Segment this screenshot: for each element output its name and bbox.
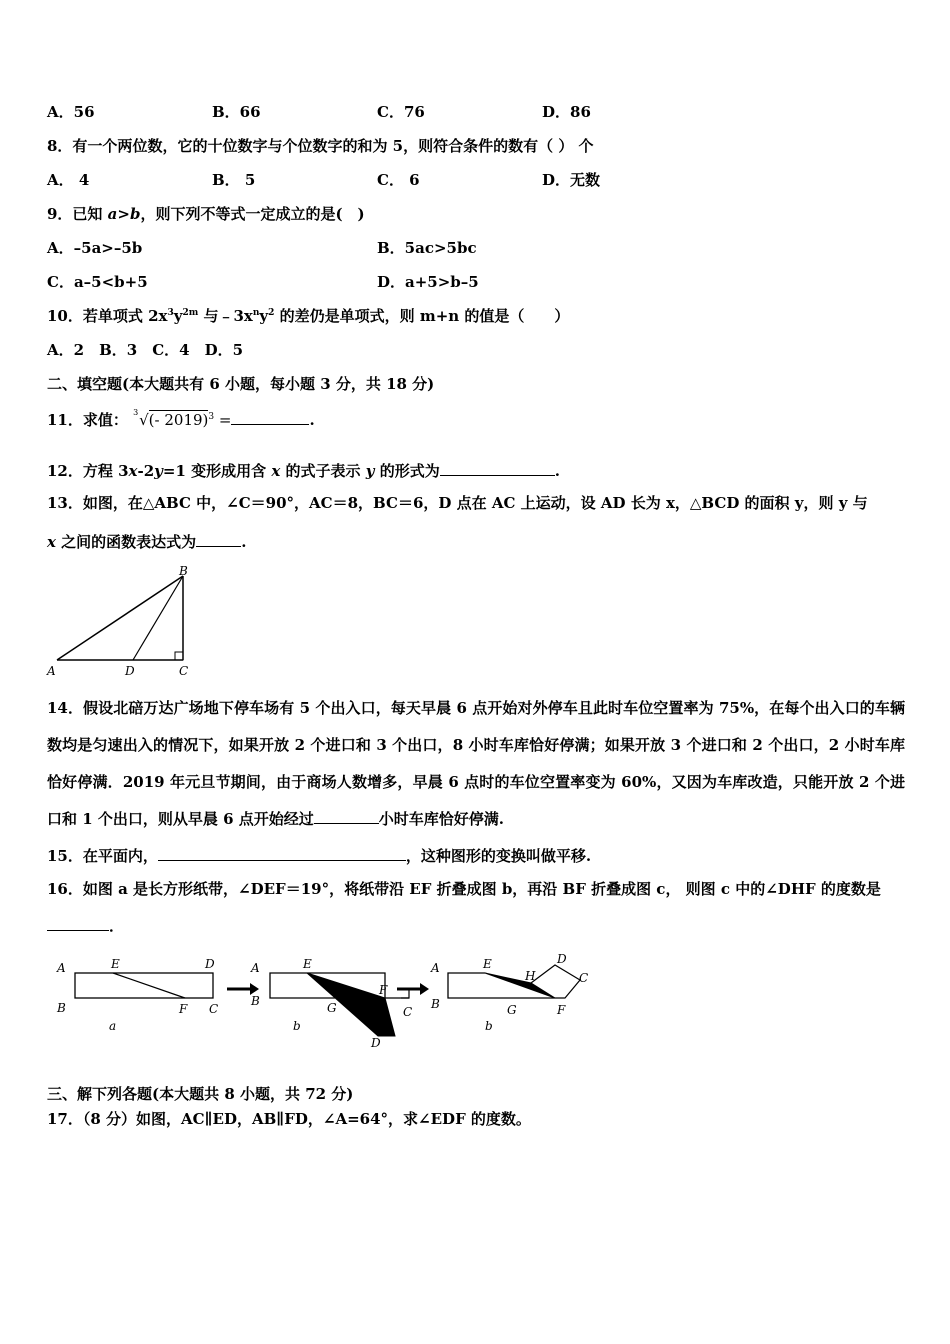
folded-flap-c	[485, 973, 555, 998]
q9-option-d: D．a+5>b–5	[377, 273, 479, 291]
q7-option-d: D．86	[542, 103, 591, 121]
fig-a-label-e: E	[111, 957, 120, 971]
q8-option-a: A． 4	[47, 171, 90, 189]
q7-option-b: B．66	[212, 103, 261, 121]
fig-c-label-h: H	[525, 969, 536, 983]
q16-folding-figures	[45, 950, 605, 1055]
section-2-heading: 二、填空题(本大题共有 6 小题，每小题 3 分，共 18 分)	[47, 375, 435, 393]
q8-stem: 8．有一个两位数，它的十位数字与个位数字的和为 5，则符合条件的数有（ ） 个	[47, 137, 594, 155]
q11-answer-blank[interactable]	[231, 410, 309, 425]
fig-c-label-g: G	[507, 1003, 517, 1017]
q14-stem: 14．假设北碚万达广场地下停车场有 5 个出入口，每天早晨 6 点开始对外停车且此时车位空置率为 75%，在每个出入口的车辆数均是匀速出入的情况下，如果开放 2 个进口和 3 个出口，8 小时车库恰好停满；如果开放 3 个进口和 2 个出口，2 小时车库恰好停满．2019 年元旦节期间，由于商场人数增多，早晨 6 点时的车位空置率变为 60%，又因为车库改造，只能开放 2 个进口和 1 个出口，则从早晨 6 点开始经过 小时车库恰好停满.	[47, 699, 905, 828]
fold-line-ef	[113, 973, 185, 998]
q16-answer-blank[interactable]	[47, 916, 109, 931]
figure-c	[430, 952, 588, 1033]
cube-root-expression: 3 √(- 2019)$^3$	[133, 408, 215, 429]
q9-option-a: A．–5a>–5b	[47, 239, 143, 257]
fig-b-label-f: F	[379, 983, 388, 997]
arrow-b-to-c	[397, 983, 429, 995]
q12-answer-blank[interactable]	[440, 461, 555, 476]
fig-b-label-c: C	[403, 1005, 413, 1019]
q7-option-a: A．56	[47, 103, 95, 121]
q8-option-d: D．无数	[542, 171, 601, 189]
q8-option-b: B． 5	[212, 171, 256, 189]
fig-a-label-c: C	[209, 1002, 219, 1016]
q13-answer-blank[interactable]	[196, 532, 241, 547]
paper-strip-a	[75, 973, 213, 998]
fig-a-label-f: F	[179, 1002, 188, 1016]
fig-a-caption: a	[109, 1019, 117, 1033]
side-ab	[57, 576, 183, 660]
q9-stem: 9．已知 a>b，则下列不等式一定成立的是( )	[47, 205, 365, 223]
fig-b-label-b: B	[251, 994, 260, 1008]
right-angle-mark	[175, 652, 183, 660]
fig-a-label-b: B	[57, 1001, 66, 1015]
q13-stem-line2: x 之间的函数表达式为 .	[47, 533, 247, 551]
label-c: C	[179, 664, 189, 678]
q14-answer-blank[interactable]	[314, 809, 379, 824]
q15-answer-blank[interactable]	[158, 846, 406, 861]
q10-options: A．2 B．3 C．4 D．5	[47, 341, 244, 359]
q9-option-c: C．a–5<b+5	[47, 273, 148, 291]
q7-option-c: C．76	[377, 103, 425, 121]
fig-b-label-d: D	[371, 1036, 381, 1050]
fig-c-label-d: D	[557, 952, 567, 966]
q17-stem: 17．（8 分）如图，AC∥ED，AB∥FD，∠A=64°，求∠EDF 的度数。	[47, 1110, 531, 1128]
q10-stem: 10．若单项式 $2x^3y^{2m}$ 与$﹣3x^ny^2$ 的差仍是单项式，则 m+n 的值是（ ）	[47, 307, 570, 325]
q15-stem: 15．在平面内， ，这种图形的变换叫做平移.	[47, 847, 592, 865]
q8-option-c: C． 6	[377, 171, 420, 189]
fig-b-label-a: A	[251, 961, 260, 975]
q12-stem: 12．方程 3x-2y=1 变形成用含 x 的式子表示 y 的形式为 .	[47, 462, 560, 480]
section-3-heading: 三、解下列各题(本大题共 8 小题，共 72 分)	[47, 1085, 354, 1103]
fig-c-label-e: E	[483, 957, 492, 971]
fig-c-label-a: A	[431, 961, 440, 975]
figure-b	[250, 957, 412, 1050]
fig-a-label-d: D	[205, 957, 215, 971]
fig-c-label-f: F	[557, 1003, 566, 1017]
q11-stem: 11．求值： 3 √(- 2019)$^3$ = .	[47, 408, 315, 429]
q13-triangle-figure	[45, 565, 195, 680]
fig-c-label-b: B	[431, 997, 440, 1011]
fig-c-caption: b	[485, 1019, 493, 1033]
fig-b-label-g: G	[327, 1001, 337, 1015]
label-d: D	[125, 664, 135, 678]
segment-bd	[133, 576, 183, 660]
fig-a-label-a: A	[57, 961, 66, 975]
fig-c-label-c: C	[579, 971, 589, 985]
q13-stem-line1: 13．如图，在△ABC 中，∠C＝90°，AC＝8，BC＝6，D 点在 AC 上运动，设 AD 长为 x，△BCD 的面积 y，则 y 与	[47, 494, 868, 512]
label-b: B	[179, 565, 188, 578]
figure-a	[56, 957, 218, 1033]
q16-stem: 16．如图 a 是长方形纸带，∠DEF＝19°，将纸带沿 EF 折叠成图 b，再沿 BF 折叠成图 c， 则图 c 中的∠DHF 的度数是．	[47, 880, 881, 935]
label-a: A	[47, 664, 56, 678]
fig-b-caption: b	[293, 1019, 301, 1033]
fig-b-label-e: E	[303, 957, 312, 971]
q9-option-b: B．5ac>5bc	[377, 239, 477, 257]
